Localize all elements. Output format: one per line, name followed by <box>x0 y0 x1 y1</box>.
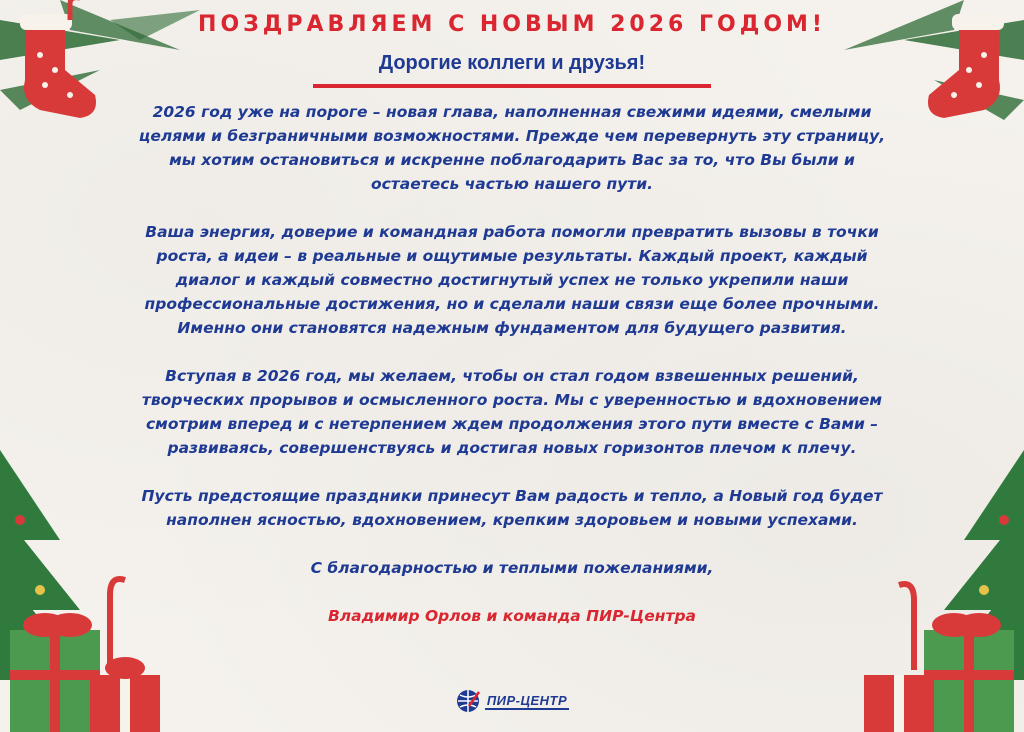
letter-paragraph: Пусть предстоящие праздники принесут Вам радость и тепло, а Новый год будет наполнен ясностью, вдохновением, крепким здоровьем и новыми успехами. <box>141 487 883 529</box>
gift-box-icon <box>10 613 100 732</box>
letter-closing: С благодарностью и теплыми пожеланиями, <box>310 559 714 577</box>
letter-paragraph: Вступая в 2026 год, мы желаем, чтобы он стал годом взвешенных решений, творческих прорывов и осмысленного роста. Мы с уверенностью и вдохновением смотрим вперед и с нетерпением ждем продолжения этого пути вместе с Вами – развиваясь, совершенствуясь и достигая новых горизонтов плечом к плечу. <box>141 367 883 457</box>
gift-box-icon <box>924 613 1014 732</box>
candy-cane-icon <box>899 584 914 670</box>
organization-logo <box>0 688 1024 714</box>
greeting-title: ПОЗДРАВЛЯЕМ С НОВЫМ 2026 ГОДОМ! <box>198 12 826 37</box>
letter-paragraph: Ваша энергия, доверие и командная работа помогли превратить вызовы в точки роста, а идеи – в реальные и ощутимые результаты. Каждый проект, каждый диалог и каждый совместно достигнутый успех не только укрепили наши профессиональные достижения, но и сделали наши связи еще более прочными. Именно они становятся надежным фундаментом для будущего развития. <box>144 223 880 337</box>
greeting-subtitle: Дорогие коллеги и друзья! <box>378 52 646 74</box>
candy-cane-icon <box>110 579 125 670</box>
logo-text: ПИР-ЦЕНТР <box>486 692 568 708</box>
letter-paragraph: 2026 год уже на пороге – новая глава, наполненная свежими идеями, смелыми целями и безграничными возможностями. Прежде чем перевернуть эту страницу, мы хотим остановиться и искренне поблагодарить Вас за то, что Вы были и остаетесь частью нашего пути. <box>138 103 886 193</box>
globe-logo-icon <box>455 688 481 714</box>
letter-signature: Владимир Орлов и команда ПИР-Центра <box>327 607 697 625</box>
letter-body <box>130 100 894 652</box>
title-divider <box>313 84 711 88</box>
